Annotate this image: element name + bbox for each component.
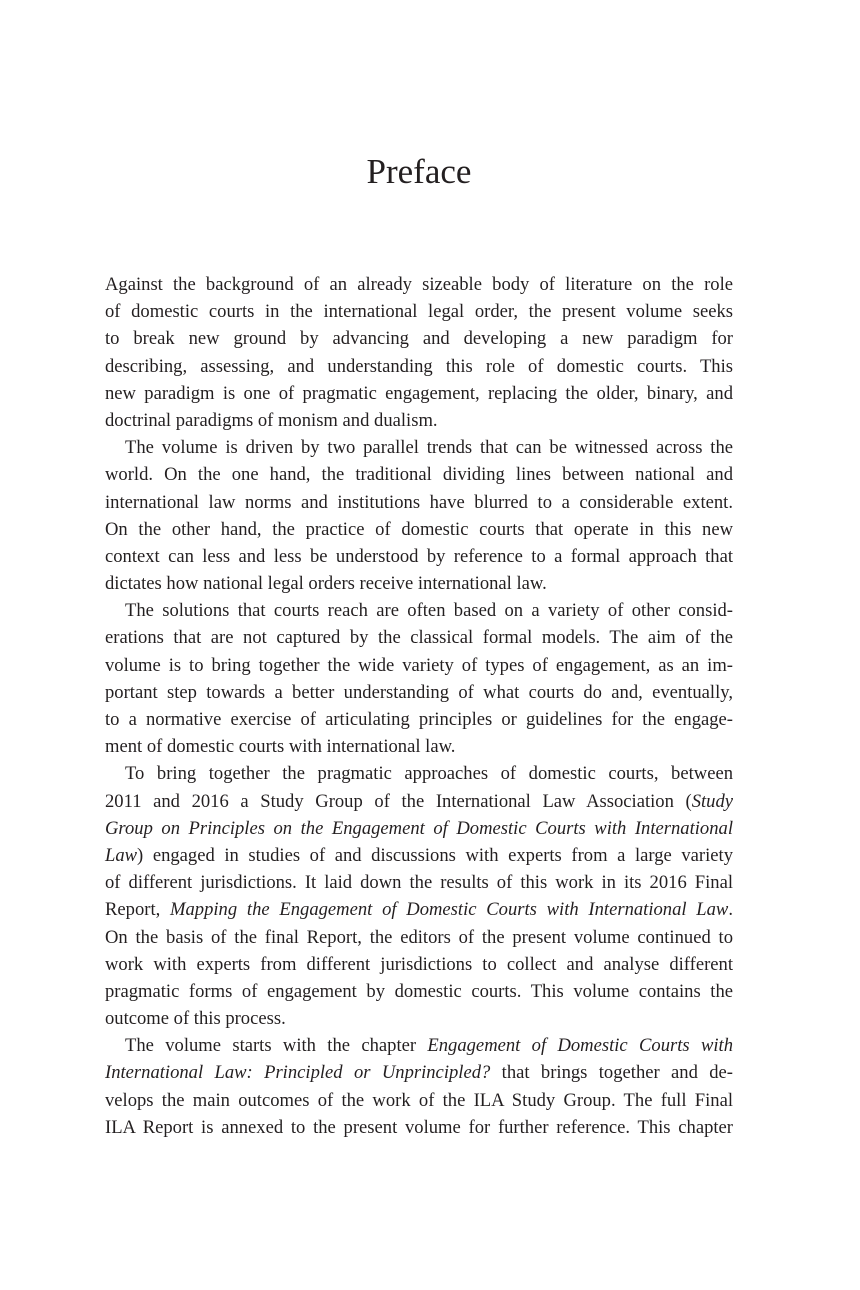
text-line	[105, 570, 733, 597]
paragraph	[105, 434, 733, 597]
text-segment: new paradigm is one of pragmatic engagement, replacing the older, binary, and	[105, 382, 733, 404]
text-line	[105, 951, 733, 978]
text-segment: ment of domestic courts with international law.	[105, 736, 456, 758]
paragraph	[105, 760, 733, 1032]
text-segment: world. On the one hand, the traditional dividing lines between national and	[105, 464, 733, 486]
text-line	[105, 461, 733, 488]
text-line	[105, 407, 733, 434]
text-segment: portant step towards a better understanding of what courts do and, eventually,	[105, 681, 733, 703]
text-line	[105, 978, 733, 1005]
text-line	[105, 325, 733, 352]
text-segment: work with experts from different jurisdictions to collect and analyse different	[105, 953, 733, 975]
text-line	[105, 1114, 733, 1141]
text-line	[105, 624, 733, 651]
italic-text: International Law: Principled or Unprincipled?	[105, 1062, 491, 1084]
italic-text: Law	[105, 844, 138, 866]
text-line	[105, 271, 733, 298]
text-line	[105, 543, 733, 570]
text-segment: dictates how national legal orders receive international law.	[105, 573, 547, 595]
italic-text: Group on Principles on the Engagement of Domestic Courts with International	[105, 817, 733, 839]
text-segment: pragmatic forms of engagement by domestic courts. This volume contains the	[105, 980, 733, 1002]
text-segment: Report,	[105, 899, 171, 921]
text-line	[105, 869, 733, 896]
text-line	[105, 896, 733, 923]
text-line	[105, 815, 733, 842]
text-segment: that brings together and de-	[490, 1062, 733, 1084]
text-line	[105, 679, 733, 706]
text-segment: erations that are not captured by the classical formal models. The aim of the	[105, 627, 733, 649]
text-line	[105, 842, 733, 869]
text-segment: On the other hand, the practice of domestic courts that operate in this new	[105, 518, 733, 540]
text-line	[105, 760, 733, 787]
italic-text: Mapping the Engagement of Domestic Courts with International Law	[170, 899, 729, 921]
text-line	[105, 788, 733, 815]
text-segment: Against the background of an already sizeable body of literature on the role	[105, 274, 733, 295]
text-segment: of different jurisdictions. It laid down the results of this work in its 2016 Final	[105, 872, 733, 894]
text-segment: The volume starts with the chapter	[125, 1035, 428, 1057]
text-line	[105, 298, 733, 325]
text-line	[105, 652, 733, 679]
text-line	[105, 1032, 733, 1059]
text-segment: 2011 and 2016 a Study Group of the International Law Association (	[105, 790, 692, 812]
paragraph	[105, 271, 733, 434]
body-text	[105, 271, 733, 1141]
text-line	[105, 733, 733, 760]
text-line	[105, 924, 733, 951]
text-line	[105, 597, 733, 624]
text-segment: ) engaged in studies of and discussions with experts from a large variety	[137, 844, 733, 866]
text-segment: ILA Report is annexed to the present volume for further reference. This chapter	[105, 1116, 733, 1138]
text-segment: outcome of this process.	[105, 1008, 286, 1030]
text-segment: To bring together the pragmatic approaches of domestic courts, between	[125, 763, 733, 785]
text-line	[105, 1087, 733, 1114]
text-segment: velops the main outcomes of the work of the ILA Study Group. The full Final	[105, 1089, 733, 1111]
text-segment: to break new ground by advancing and developing a new paradigm for	[105, 328, 733, 350]
text-line	[105, 380, 733, 407]
text-segment: The solutions that courts reach are often based on a variety of other consid-	[125, 600, 733, 622]
text-segment: volume is to bring together the wide variety of types of engagement, as an im-	[105, 654, 733, 676]
text-line	[105, 1005, 733, 1032]
text-segment: On the basis of the final Report, the editors of the present volume continued to	[105, 926, 733, 948]
text-line	[105, 434, 733, 461]
text-segment: describing, assessing, and understanding this role of domestic courts. This	[105, 355, 733, 377]
paragraph	[105, 597, 733, 760]
text-line	[105, 489, 733, 516]
text-segment: to a normative exercise of articulating principles or guidelines for the engage-	[105, 709, 733, 730]
paragraph	[105, 1032, 733, 1141]
text-line	[105, 516, 733, 543]
text-segment: international law norms and institutions have blurred to a considerable extent.	[105, 491, 733, 513]
italic-text: Engagement of Domestic Courts with	[427, 1035, 733, 1057]
page-title: Preface	[366, 152, 472, 191]
text-line	[105, 1059, 733, 1086]
text-segment: .	[728, 899, 733, 921]
italic-text: Study	[691, 790, 733, 812]
text-segment: doctrinal paradigms of monism and dualism.	[105, 409, 438, 431]
text-line	[105, 706, 733, 733]
text-segment: context can less and less be understood by reference to a formal approach that	[105, 545, 733, 567]
text-segment: of domestic courts in the international legal order, the present volume seeks	[105, 301, 733, 323]
text-line	[105, 353, 733, 380]
text-segment: The volume is driven by two parallel trends that can be witnessed across the	[125, 437, 733, 459]
